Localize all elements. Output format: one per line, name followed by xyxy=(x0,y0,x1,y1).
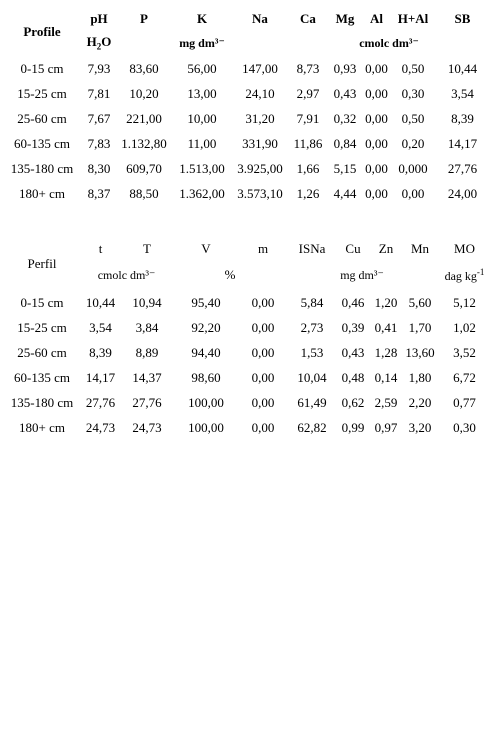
value-cell: 27,76 xyxy=(85,394,116,410)
profile-header: Perfil xyxy=(27,256,57,271)
value-cell: 3,20 xyxy=(408,419,432,435)
value-cell: 0,00 xyxy=(251,294,275,310)
value-cell: 3.925,00 xyxy=(237,160,283,176)
value-cell: 0,30 xyxy=(453,419,476,435)
value-cell: 0,00 xyxy=(251,394,275,410)
value-cell: 10,04 xyxy=(297,369,327,385)
value-cell: 92,20 xyxy=(191,319,221,335)
value-cell: 8,39 xyxy=(89,344,112,360)
value-cell: 7,83 xyxy=(87,135,111,151)
value-cell: 7,67 xyxy=(87,110,111,126)
depth-cell: 180+ cm xyxy=(19,419,65,435)
value-cell: 3,54 xyxy=(89,319,112,335)
value-cell: 1,28 xyxy=(374,344,398,360)
soil-chemistry-table-1 xyxy=(4,8,492,206)
value-cell: 10,20 xyxy=(129,85,159,101)
header-row xyxy=(4,238,492,260)
value-cell: 11,00 xyxy=(187,135,217,151)
column-header: ISNa xyxy=(298,241,326,256)
value-cell: 0,84 xyxy=(333,135,357,151)
column-header: Na xyxy=(252,11,268,26)
value-cell: 10,94 xyxy=(132,294,162,310)
value-cell: 14,37 xyxy=(132,369,162,385)
value-cell: 1,66 xyxy=(296,160,320,176)
column-header: Mg xyxy=(335,11,355,26)
value-cell: 0,32 xyxy=(333,110,357,126)
value-cell: 83,60 xyxy=(129,60,159,76)
value-cell: 13,00 xyxy=(187,85,217,101)
depth-cell: 135-180 cm xyxy=(10,160,74,176)
depth-cell: 15-25 cm xyxy=(17,319,67,335)
value-cell: 10,44 xyxy=(447,60,478,76)
value-cell: 8,89 xyxy=(135,344,159,360)
value-cell: 0,77 xyxy=(453,394,476,410)
value-cell: 8,73 xyxy=(296,60,320,76)
soil-chemistry-table-2 xyxy=(4,238,492,440)
value-cell: 0,000 xyxy=(398,160,428,176)
value-cell: 2,59 xyxy=(374,394,398,410)
table-row xyxy=(4,56,492,81)
value-cell: 7,91 xyxy=(296,110,320,126)
value-cell: 2,97 xyxy=(296,85,320,101)
value-cell: 0,62 xyxy=(341,394,365,410)
value-cell: 0,50 xyxy=(401,110,425,126)
table-row xyxy=(4,365,492,390)
value-cell: 1,20 xyxy=(374,294,398,310)
depth-cell: 15-25 cm xyxy=(17,85,67,101)
value-cell: 5,15 xyxy=(333,160,357,176)
value-cell: 0,14 xyxy=(374,369,398,385)
cmolc-unit: cmolc dm³⁻ xyxy=(97,267,156,282)
value-cell: 0,00 xyxy=(365,85,388,101)
value-cell: 0,00 xyxy=(401,185,425,201)
value-cell: 24,73 xyxy=(85,419,116,435)
value-cell: 8,37 xyxy=(87,185,111,201)
table-row xyxy=(4,181,492,206)
value-cell: 1,80 xyxy=(408,369,432,385)
value-cell: 31,20 xyxy=(245,110,275,126)
value-cell: 10,00 xyxy=(187,110,217,126)
value-cell: 24,00 xyxy=(447,185,478,201)
value-cell: 0,00 xyxy=(251,419,275,435)
column-header: K xyxy=(196,11,208,26)
value-cell: 0,39 xyxy=(341,319,365,335)
value-cell: 0,50 xyxy=(401,60,425,76)
value-cell: 95,40 xyxy=(191,294,221,310)
value-cell: 1,70 xyxy=(408,319,432,335)
column-header: MO xyxy=(454,241,475,256)
value-cell: 0,48 xyxy=(341,369,365,385)
column-header: m xyxy=(257,241,269,256)
depth-cell: 180+ cm xyxy=(19,185,65,201)
value-cell: 11,86 xyxy=(293,135,323,151)
value-cell: 4,44 xyxy=(333,185,357,201)
value-cell: 100,00 xyxy=(188,419,224,435)
value-cell: 7,81 xyxy=(87,85,111,101)
value-cell: 1,02 xyxy=(453,319,476,335)
value-cell: 609,70 xyxy=(126,160,162,176)
value-cell: 0,43 xyxy=(333,85,357,101)
value-cell: 3,54 xyxy=(451,85,474,101)
value-cell: 5,60 xyxy=(408,294,432,310)
column-header: Al xyxy=(370,11,383,26)
value-cell: 0,00 xyxy=(251,344,275,360)
value-cell: 147,00 xyxy=(242,60,278,76)
column-header: pH xyxy=(90,11,108,26)
table-row xyxy=(4,290,492,315)
value-cell: 24,73 xyxy=(132,419,162,435)
column-header: T xyxy=(143,241,151,256)
column-header: Ca xyxy=(300,11,316,26)
value-cell: 0,00 xyxy=(365,60,388,76)
value-cell: 5,84 xyxy=(300,294,324,310)
value-cell: 1.513,00 xyxy=(179,160,225,176)
ph-unit: $H_2O$ xyxy=(86,34,112,52)
value-cell: 0,43 xyxy=(341,344,365,360)
value-cell: 1.132,80 xyxy=(121,135,167,151)
depth-cell: 135-180 cm xyxy=(10,394,74,410)
column-header: P xyxy=(140,11,148,26)
value-cell: 27,76 xyxy=(132,394,162,410)
mg-unit: mg dm³⁻ xyxy=(179,35,225,50)
value-cell: 0,99 xyxy=(341,419,365,435)
column-header: V xyxy=(201,241,211,256)
value-cell: 6,72 xyxy=(453,369,476,385)
value-cell: 0,00 xyxy=(251,319,275,335)
value-cell: 14,17 xyxy=(447,135,478,151)
table-row xyxy=(4,415,492,440)
value-cell: 1,53 xyxy=(300,344,324,360)
table-row xyxy=(4,340,492,365)
value-cell: 10,44 xyxy=(85,294,116,310)
value-cell: 98,60 xyxy=(191,369,221,385)
dag-unit: dag $kg^{-1}$ xyxy=(444,266,485,283)
value-cell: 0,00 xyxy=(365,110,388,126)
value-cell: 0,41 xyxy=(374,319,398,335)
depth-cell: 0-15 cm xyxy=(20,294,64,310)
value-cell: 14,17 xyxy=(85,369,116,385)
column-header: Mn xyxy=(410,241,430,256)
cmolc-unit: cmolc dm³⁻ xyxy=(359,35,419,50)
value-cell: 0,00 xyxy=(251,369,275,385)
value-cell: 0,30 xyxy=(401,85,425,101)
column-header: Zn xyxy=(378,241,394,256)
profile-header: Profile xyxy=(23,24,61,39)
percent-unit: % xyxy=(224,267,236,282)
value-cell: 2,20 xyxy=(408,394,432,410)
value-cell: 100,00 xyxy=(188,394,224,410)
value-cell: 221,00 xyxy=(126,110,162,126)
table-row xyxy=(4,156,492,181)
column-header: t xyxy=(98,241,103,256)
value-cell: 3,52 xyxy=(453,344,476,360)
value-cell: 2,73 xyxy=(300,319,324,335)
table-row xyxy=(4,81,492,106)
value-cell: 8,30 xyxy=(87,160,111,176)
depth-cell: 0-15 cm xyxy=(20,60,64,76)
header-row xyxy=(4,8,492,30)
value-cell: 13,60 xyxy=(405,344,435,360)
value-cell: 61,49 xyxy=(297,394,327,410)
value-cell: 88,50 xyxy=(129,185,159,201)
column-header: Cu xyxy=(345,241,361,256)
value-cell: 7,93 xyxy=(87,60,111,76)
value-cell: 8,39 xyxy=(451,110,474,126)
column-header: H+Al xyxy=(397,11,429,26)
mg-unit: mg dm³⁻ xyxy=(340,267,384,282)
depth-cell: 25-60 cm xyxy=(17,110,67,126)
value-cell: 0,20 xyxy=(401,135,425,151)
value-cell: 5,12 xyxy=(453,294,476,310)
table-row xyxy=(4,315,492,340)
value-cell: 0,46 xyxy=(341,294,365,310)
value-cell: 0,93 xyxy=(333,60,357,76)
value-cell: 3.573,10 xyxy=(237,185,283,201)
table-row xyxy=(4,390,492,415)
value-cell: 0,97 xyxy=(374,419,398,435)
value-cell: 331,90 xyxy=(242,135,278,151)
value-cell: 0,00 xyxy=(365,135,388,151)
table-row xyxy=(4,106,492,131)
value-cell: 94,40 xyxy=(191,344,221,360)
depth-cell: 25-60 cm xyxy=(17,344,67,360)
value-cell: 1.362,00 xyxy=(179,185,225,201)
value-cell: 3,84 xyxy=(135,319,159,335)
value-cell: 62,82 xyxy=(297,419,327,435)
value-cell: 27,76 xyxy=(447,160,478,176)
value-cell: 0,00 xyxy=(365,160,388,176)
column-header: SB xyxy=(454,11,471,26)
value-cell: 24,10 xyxy=(245,85,275,101)
depth-cell: 60-135 cm xyxy=(14,135,70,151)
value-cell: 1,26 xyxy=(296,185,320,201)
depth-cell: 60-135 cm xyxy=(14,369,70,385)
table-row xyxy=(4,131,492,156)
value-cell: 56,00 xyxy=(187,60,217,76)
value-cell: 0,00 xyxy=(365,185,388,201)
